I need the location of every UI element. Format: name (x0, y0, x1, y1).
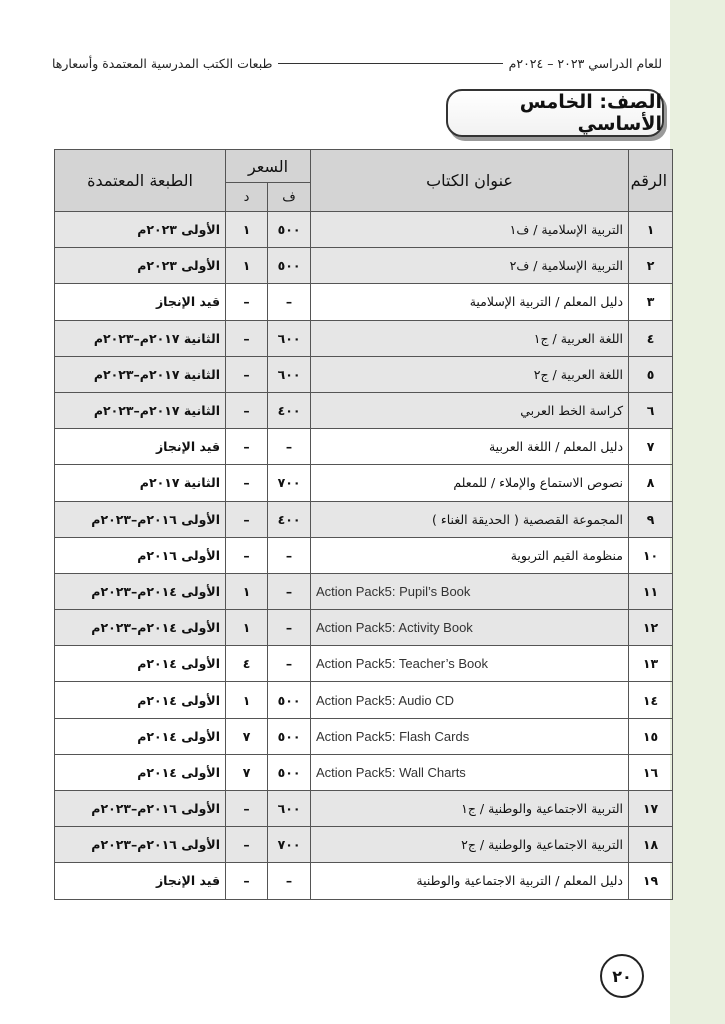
table-row (55, 212, 673, 248)
price-dinar: – (226, 501, 268, 537)
row-number: ٨ (629, 465, 673, 501)
price-fils: ٤٠٠ (268, 392, 311, 428)
header-year: للعام الدراسي ٢٠٢٣ – ٢٠٢٤م (508, 55, 662, 71)
price-dinar: – (226, 392, 268, 428)
price-dinar: – (226, 863, 268, 899)
book-title: منظومة القيم التربوية (311, 537, 629, 573)
header-number: الرقم (629, 150, 673, 212)
price-dinar: – (226, 465, 268, 501)
row-number: ١ (629, 212, 673, 248)
edition: الأولى ٢٠٢٣م (55, 248, 226, 284)
row-number: ٥ (629, 356, 673, 392)
price-dinar: – (226, 791, 268, 827)
price-fils: ٧٠٠ (268, 827, 311, 863)
table-row (55, 429, 673, 465)
price-fils: – (268, 573, 311, 609)
price-dinar: – (226, 320, 268, 356)
price-fils: – (268, 429, 311, 465)
price-fils: – (268, 646, 311, 682)
book-title: اللغة العربية / ج١ (311, 320, 629, 356)
price-dinar: ١ (226, 212, 268, 248)
table-row (55, 754, 673, 790)
price-dinar: ٧ (226, 718, 268, 754)
header-dinar: د (226, 183, 268, 212)
row-number: ٩ (629, 501, 673, 537)
table-row (55, 537, 673, 573)
price-fils: – (268, 284, 311, 320)
edition: الأولى ٢٠١٦م (55, 537, 226, 573)
price-fils: ٤٠٠ (268, 501, 311, 537)
row-number: ١٢ (629, 610, 673, 646)
table-row (55, 356, 673, 392)
price-fils: ٦٠٠ (268, 356, 311, 392)
book-title: دليل المعلم / التربية الاجتماعية والوطنية (311, 863, 629, 899)
row-number: ١٠ (629, 537, 673, 573)
table-row (55, 392, 673, 428)
book-title: التربية الاجتماعية والوطنية / ج٢ (311, 827, 629, 863)
price-fils: – (268, 537, 311, 573)
edition: الأولى ٢٠١٤م (55, 754, 226, 790)
price-dinar: – (226, 429, 268, 465)
book-title: Action Pack5: Flash Cards (311, 718, 629, 754)
row-number: ١٣ (629, 646, 673, 682)
price-fils: ٥٠٠ (268, 718, 311, 754)
book-title: دليل المعلم / اللغة العربية (311, 429, 629, 465)
header-title-col: عنوان الكتاب (311, 150, 629, 212)
price-fils: ٧٠٠ (268, 465, 311, 501)
edition: الأولى ٢٠١٤م–٢٠٢٣م (55, 573, 226, 609)
row-number: ١١ (629, 573, 673, 609)
edition: الأولى ٢٠١٤م (55, 682, 226, 718)
price-fils: ٥٠٠ (268, 682, 311, 718)
price-dinar: ١ (226, 682, 268, 718)
grade-title: الصف: الخامس الأساسي (446, 89, 664, 137)
table-row (55, 682, 673, 718)
book-title: Action Pack5: Wall Charts (311, 754, 629, 790)
table-row (55, 646, 673, 682)
table-row (55, 610, 673, 646)
book-title: اللغة العربية / ج٢ (311, 356, 629, 392)
edition: الأولى ٢٠١٦م–٢٠٢٣م (55, 791, 226, 827)
table-row (55, 501, 673, 537)
book-title: التربية الاجتماعية والوطنية / ج١ (311, 791, 629, 827)
row-number: ١٨ (629, 827, 673, 863)
price-dinar: ٤ (226, 646, 268, 682)
header-fils: ف (268, 183, 311, 212)
edition: الثانية ٢٠١٧م–٢٠٢٣م (55, 392, 226, 428)
table-row (55, 248, 673, 284)
header-edition: الطبعة المعتمدة (55, 150, 226, 212)
edition: الأولى ٢٠١٤م (55, 718, 226, 754)
row-number: ١٤ (629, 682, 673, 718)
price-fils: – (268, 610, 311, 646)
book-title: كراسة الخط العربي (311, 392, 629, 428)
row-number: ١٦ (629, 754, 673, 790)
book-title: التربية الإسلامية / ف٢ (311, 248, 629, 284)
books-table (54, 149, 673, 900)
table-row (55, 573, 673, 609)
price-dinar: ١ (226, 610, 268, 646)
table-row (55, 284, 673, 320)
price-fils: ٥٠٠ (268, 248, 311, 284)
table-row (55, 863, 673, 899)
table-row (55, 718, 673, 754)
price-fils: – (268, 863, 311, 899)
row-number: ٢ (629, 248, 673, 284)
price-fils: ٦٠٠ (268, 320, 311, 356)
edition: قيد الإنجاز (55, 863, 226, 899)
price-fils: ٥٠٠ (268, 212, 311, 248)
edition: الأولى ٢٠١٤م–٢٠٢٣م (55, 610, 226, 646)
edition: قيد الإنجاز (55, 284, 226, 320)
row-number: ١٩ (629, 863, 673, 899)
edition: الثانية ٢٠١٧م (55, 465, 226, 501)
header-title: طبعات الكتب المدرسية المعتمدة وأسعارها (52, 55, 273, 71)
price-dinar: ١ (226, 573, 268, 609)
row-number: ١٥ (629, 718, 673, 754)
book-title: دليل المعلم / التربية الإسلامية (311, 284, 629, 320)
edition: الأولى ٢٠١٤م (55, 646, 226, 682)
price-fils: ٦٠٠ (268, 791, 311, 827)
row-number: ١٧ (629, 791, 673, 827)
table-row (55, 827, 673, 863)
book-title: Action Pack5: Teacher’s Book (311, 646, 629, 682)
price-dinar: – (226, 284, 268, 320)
price-dinar: ١ (226, 248, 268, 284)
book-title: Action Pack5: Pupil’s Book (311, 573, 629, 609)
price-dinar: – (226, 537, 268, 573)
row-number: ٧ (629, 429, 673, 465)
edition: الأولى ٢٠١٦م–٢٠٢٣م (55, 827, 226, 863)
table-row (55, 320, 673, 356)
page-number: ٢٠ (600, 954, 644, 998)
price-dinar: – (226, 827, 268, 863)
row-number: ٣ (629, 284, 673, 320)
side-strip (670, 0, 725, 1024)
edition: قيد الإنجاز (55, 429, 226, 465)
price-dinar: – (226, 356, 268, 392)
edition: الأولى ٢٠٢٣م (55, 212, 226, 248)
edition: الأولى ٢٠١٦م–٢٠٢٣م (55, 501, 226, 537)
price-dinar: ٧ (226, 754, 268, 790)
book-title: Action Pack5: Activity Book (311, 610, 629, 646)
header-price: السعر (226, 150, 311, 183)
header-rule (278, 63, 502, 64)
row-number: ٤ (629, 320, 673, 356)
edition: الثانية ٢٠١٧م–٢٠٢٣م (55, 320, 226, 356)
price-fils: ٥٠٠ (268, 754, 311, 790)
edition: الثانية ٢٠١٧م–٢٠٢٣م (55, 356, 226, 392)
book-title: التربية الإسلامية / ف١ (311, 212, 629, 248)
book-title: Action Pack5: Audio CD (311, 682, 629, 718)
table-row (55, 791, 673, 827)
book-title: المجموعة القصصية ( الحديقة الغناء ) (311, 501, 629, 537)
running-header (52, 54, 662, 72)
row-number: ٦ (629, 392, 673, 428)
table-row (55, 465, 673, 501)
book-title: نصوص الاستماع والإملاء / للمعلم (311, 465, 629, 501)
